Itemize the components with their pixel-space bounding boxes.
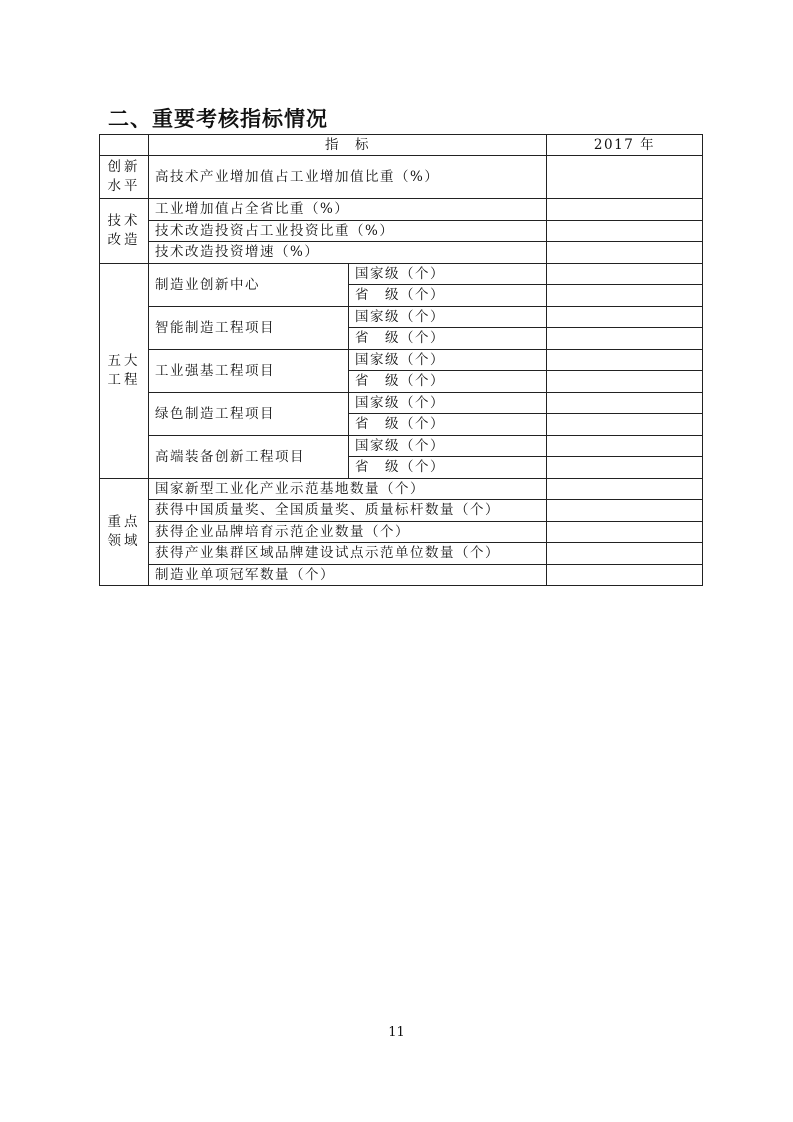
value-cell (547, 306, 703, 328)
header-year: 2017 年 (547, 135, 703, 156)
value-cell (547, 220, 703, 242)
level-cell: 省 级（个） (349, 328, 547, 350)
indicator-cell: 国家新型工业化产业示范基地数量（个） (149, 478, 547, 500)
indicator-cell: 智能制造工程项目 (149, 306, 349, 349)
table-row (100, 349, 703, 371)
value-cell (547, 521, 703, 543)
level-cell: 省 级（个） (349, 457, 547, 479)
value-cell (547, 371, 703, 393)
table-row (100, 435, 703, 457)
level-cell: 国家级（个） (349, 306, 547, 328)
indicator-cell: 绿色制造工程项目 (149, 392, 349, 435)
table-row (100, 220, 703, 242)
value-cell (547, 478, 703, 500)
kpi-table (99, 134, 703, 586)
table-row (100, 306, 703, 328)
level-cell: 省 级（个） (349, 285, 547, 307)
table-row (100, 564, 703, 586)
category-key-fields: 重点领域 (100, 478, 149, 586)
indicator-cell: 工业增加值占全省比重（%） (149, 199, 547, 221)
value-cell (547, 242, 703, 264)
level-cell: 国家级（个） (349, 263, 547, 285)
indicator-cell: 制造业创新中心 (149, 263, 349, 306)
table-row (100, 263, 703, 285)
value-cell (547, 199, 703, 221)
table-header-row (100, 135, 703, 156)
section-title: 二、重要考核指标情况 (108, 107, 328, 131)
value-cell (547, 564, 703, 586)
table-row (100, 543, 703, 565)
value-cell (547, 328, 703, 350)
value-cell (547, 435, 703, 457)
header-indicator: 指 标 (149, 135, 547, 156)
indicator-cell: 获得产业集群区域品牌建设试点示范单位数量（个） (149, 543, 547, 565)
indicator-cell: 获得中国质量奖、全国质量奖、质量标杆数量（个） (149, 500, 547, 522)
value-cell (547, 349, 703, 371)
level-cell: 省 级（个） (349, 414, 547, 436)
value-cell (547, 414, 703, 436)
category-five-projects: 五大工程 (100, 263, 149, 478)
indicator-cell: 获得企业品牌培育示范企业数量（个） (149, 521, 547, 543)
value-cell (547, 457, 703, 479)
indicator-cell: 高技术产业增加值占工业增加值比重（%） (149, 156, 547, 199)
indicator-cell: 工业强基工程项目 (149, 349, 349, 392)
page-number: 11 (388, 1025, 405, 1040)
table-row (100, 478, 703, 500)
table-row (100, 156, 703, 199)
indicator-cell: 制造业单项冠军数量（个） (149, 564, 547, 586)
value-cell (547, 543, 703, 565)
level-cell: 省 级（个） (349, 371, 547, 393)
table-row (100, 521, 703, 543)
table-row (100, 500, 703, 522)
level-cell: 国家级（个） (349, 435, 547, 457)
value-cell (547, 156, 703, 199)
header-blank-cell (100, 135, 149, 156)
level-cell: 国家级（个） (349, 349, 547, 371)
value-cell (547, 500, 703, 522)
level-cell: 国家级（个） (349, 392, 547, 414)
value-cell (547, 285, 703, 307)
category-tech-upgrade: 技术改造 (100, 199, 149, 264)
indicator-cell: 技术改造投资增速（%） (149, 242, 547, 264)
category-innovation: 创新水平 (100, 156, 149, 199)
indicator-cell: 高端装备创新工程项目 (149, 435, 349, 478)
value-cell (547, 392, 703, 414)
table-row (100, 199, 703, 221)
indicator-cell: 技术改造投资占工业投资比重（%） (149, 220, 547, 242)
value-cell (547, 263, 703, 285)
table-row (100, 242, 703, 264)
table-row (100, 392, 703, 414)
